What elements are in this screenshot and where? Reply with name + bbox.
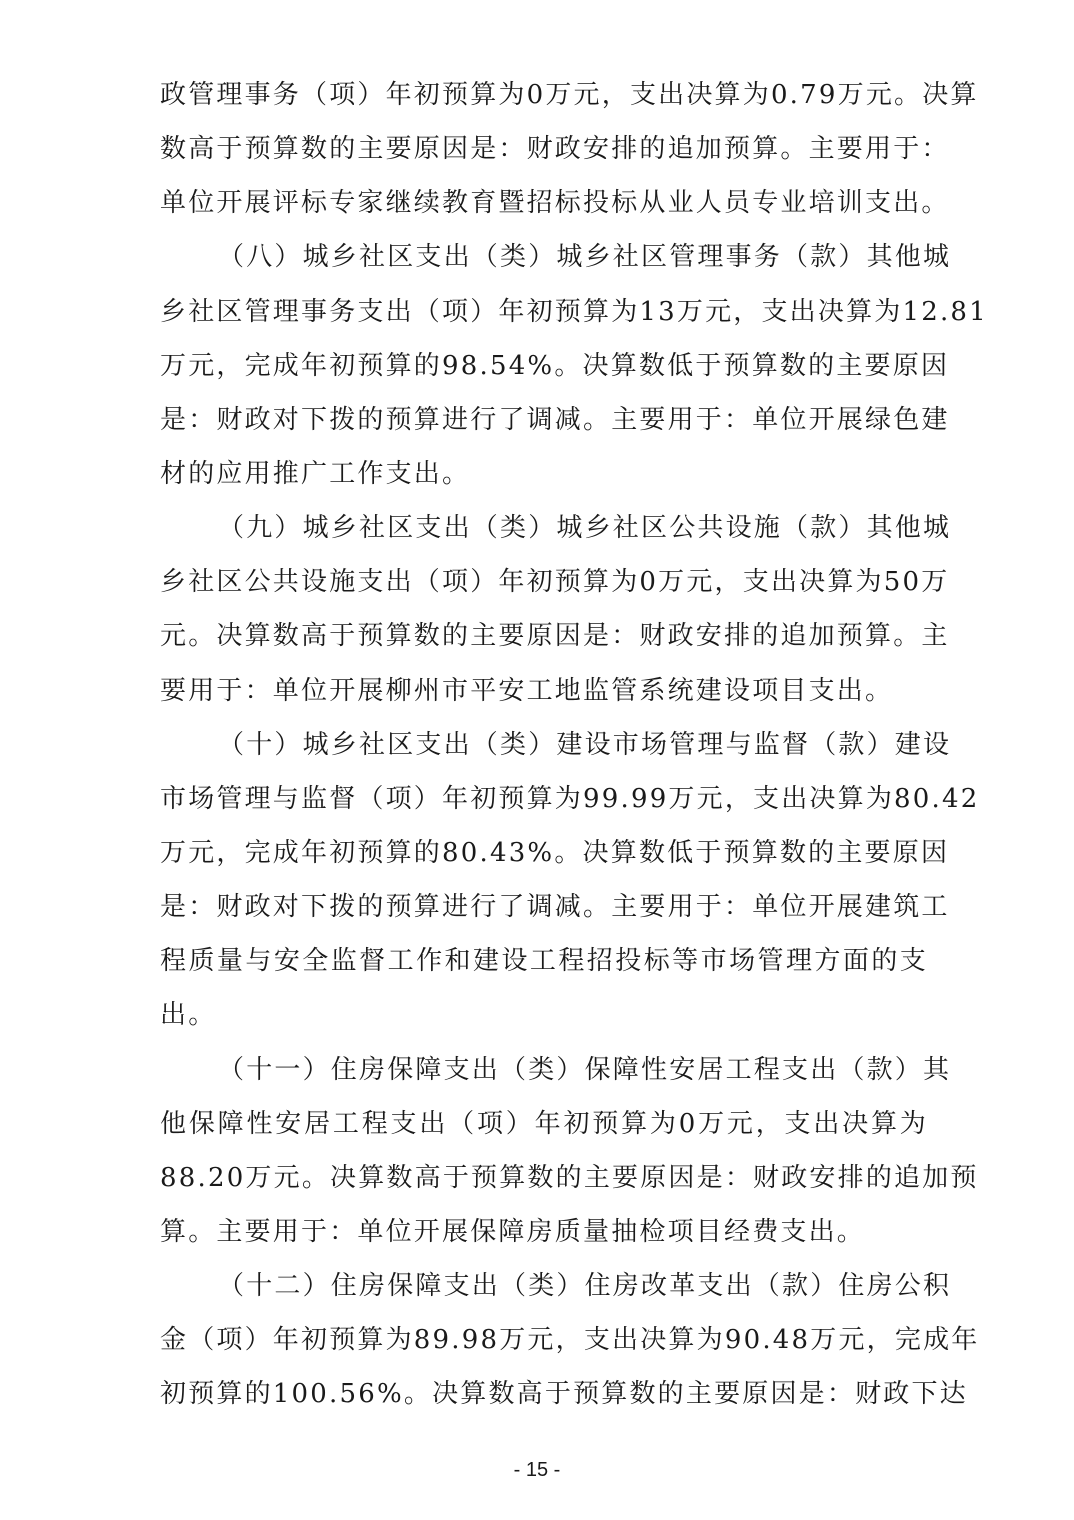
text-line: 数高于预算数的主要原因是：财政安排的追加预算。主要用于： [160,134,950,165]
text-line: 万元，完成年初预算的80.43%。决算数低于预算数的主要原因 [160,837,950,868]
text-line: 单位开展评标专家继续教育暨招标投标从业人员专业培训支出。 [160,188,950,219]
text-line: 乡社区公共设施支出（项）年初预算为0万元，支出决算为50万 [160,567,950,598]
text-line: 要用于：单位开展柳州市平安工地监管系统建设项目支出。 [160,675,894,706]
text-line: 88.20万元。决算数高于预算数的主要原因是：财政安排的追加预 [160,1162,979,1193]
paragraph-heading-line: （八）城乡社区支出（类）城乡社区管理事务（款）其他城 [218,242,952,273]
text-line: 是：财政对下拨的预算进行了调减。主要用于：单位开展绿色建 [160,404,950,435]
text-line: 万元，完成年初预算的98.54%。决算数低于预算数的主要原因 [160,350,950,381]
text-line: 出。 [160,1000,217,1031]
text-line: 他保障性安居工程支出（项）年初预算为0万元，支出决算为 [160,1108,928,1139]
text-line: 政管理事务（项）年初预算为0万元，支出决算为0.79万元。决算 [160,80,979,110]
text-line: 材的应用推广工作支出。 [160,458,471,489]
text-line: 程质量与安全监督工作和建设工程招投标等市场管理方面的支 [160,946,928,977]
text-line: 金（项）年初预算为89.98万元，支出决算为90.48万元，完成年 [160,1325,980,1356]
text-line: 算。主要用于：单位开展保障房质量抽检项目经费支出。 [160,1216,866,1247]
text-line: 乡社区管理事务支出（项）年初预算为13万元，支出决算为12.81 [160,296,988,327]
text-line: 初预算的100.56%。决算数高于预算数的主要原因是：财政下达 [160,1379,968,1410]
page-number: - 15 - [513,1459,561,1481]
text-line: 元。决算数高于预算数的主要原因是：财政安排的追加预算。主 [160,621,950,652]
body-text [160,68,988,1422]
paragraph-heading-line: （十）城乡社区支出（类）建设市场管理与监督（款）建设 [218,729,952,760]
paragraph-heading-line: （十一）住房保障支出（类）保障性安居工程支出（款）其 [218,1054,952,1085]
paragraph-heading-line: （十二）住房保障支出（类）住房改革支出（款）住房公积 [218,1271,952,1302]
text-line: 市场管理与监督（项）年初预算为99.99万元，支出决算为80.42 [160,783,980,814]
text-line: 是：财政对下拨的预算进行了调减。主要用于：单位开展建筑工 [160,892,950,923]
paragraph-heading-line: （九）城乡社区支出（类）城乡社区公共设施（款）其他城 [218,513,952,544]
